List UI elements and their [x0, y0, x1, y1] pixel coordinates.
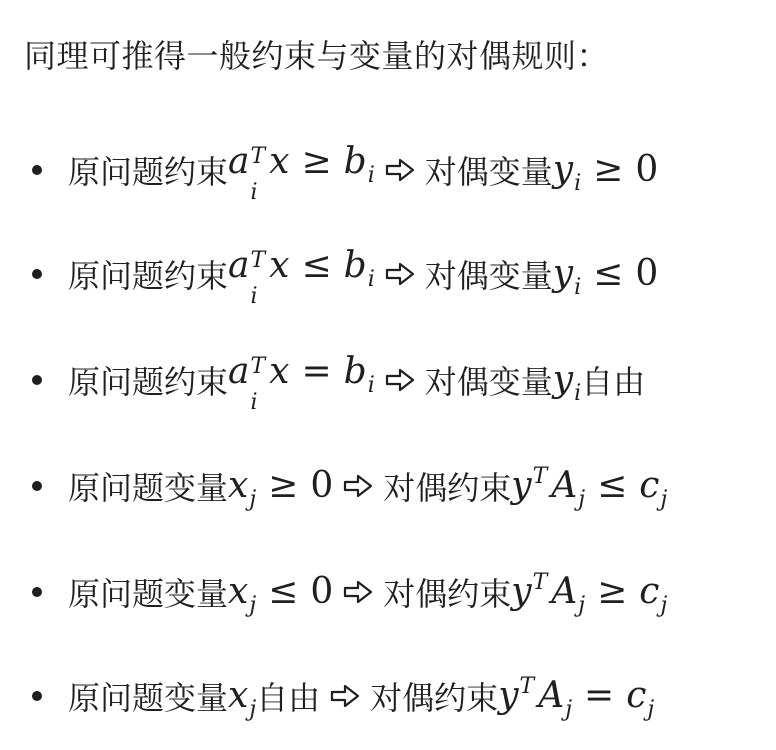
dual-variable-formula: y i: [552, 358, 582, 406]
bullet: [32, 587, 42, 597]
dual-label: 对偶约束: [383, 575, 512, 613]
rule-item: [32, 244, 659, 309]
primal-constraint-formula: a T i x = b i: [228, 351, 375, 415]
bullet: [32, 269, 42, 279]
dual-constraint-formula: y T A j ≤ c j: [511, 463, 668, 512]
rule-item: [32, 350, 646, 415]
rule-item: [32, 140, 659, 205]
implies-arrow-icon: [385, 368, 415, 392]
dual-constraint-formula: y T A j ≥ c j: [511, 569, 668, 618]
primal-constraint-formula: a T i x ≥ b i: [228, 141, 375, 205]
rule-item: [32, 666, 654, 726]
implies-arrow-icon: [330, 684, 360, 708]
dual-label: 对偶变量: [424, 363, 553, 401]
bullet: [32, 481, 42, 491]
dual-label: 对偶变量: [424, 153, 553, 191]
free-label: 自由: [581, 363, 646, 401]
rule-item: [32, 562, 667, 622]
implies-arrow-icon: [343, 580, 373, 604]
primal-variable-formula: x j: [228, 674, 257, 722]
dual-variable-formula: y i ≤ 0: [552, 252, 659, 300]
primal-label: 原问题变量: [68, 575, 229, 613]
primal-label: 原问题约束: [68, 153, 229, 191]
dual-variable-formula: y i ≥ 0: [552, 148, 659, 196]
dual-label: 对偶约束: [383, 469, 512, 507]
rule-item: [32, 456, 667, 516]
dual-constraint-formula: y T A j = c j: [498, 673, 655, 722]
primal-label: 原问题约束: [68, 363, 229, 401]
dual-label: 对偶约束: [370, 679, 499, 717]
intro-text: 同理可推得一般约束与变量的对偶规则：: [24, 37, 610, 75]
primal-constraint-formula: a T i x ≤ b i: [228, 245, 375, 309]
dual-label: 对偶变量: [424, 257, 553, 295]
implies-arrow-icon: [343, 474, 373, 498]
free-label: 自由: [256, 679, 321, 717]
bullet: [32, 165, 42, 175]
implies-arrow-icon: [385, 262, 415, 286]
primal-label: 原问题约束: [68, 257, 229, 295]
primal-variable-formula: x j ≥ 0: [228, 464, 334, 512]
bullet: [32, 691, 42, 701]
implies-arrow-icon: [385, 158, 415, 182]
bullet: [32, 375, 42, 385]
primal-label: 原问题变量: [68, 679, 229, 717]
primal-label: 原问题变量: [68, 469, 229, 507]
primal-variable-formula: x j ≤ 0: [228, 570, 334, 618]
